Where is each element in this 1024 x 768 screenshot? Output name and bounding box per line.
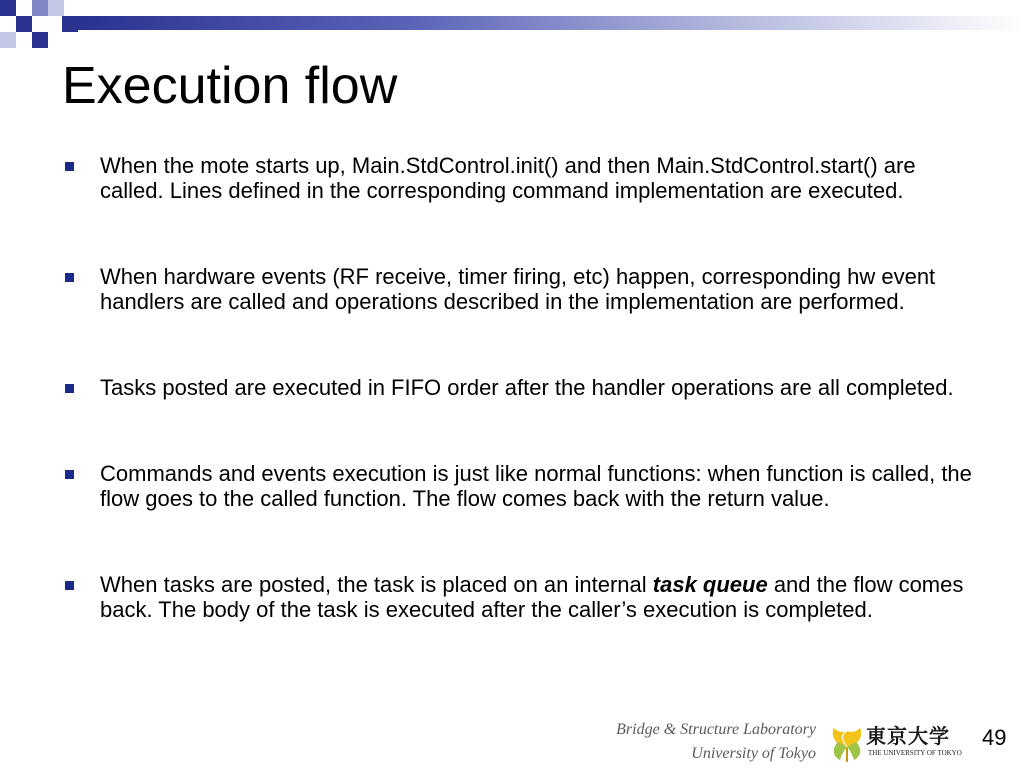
- ginkgo-leaf-icon: [828, 722, 866, 766]
- square-bullet-icon: [65, 384, 74, 393]
- square-bullet-icon: [65, 162, 74, 171]
- footer-lab-name: [616, 718, 816, 766]
- slide-title: Execution flow: [62, 57, 398, 115]
- deco-square: [32, 0, 48, 16]
- logo-jp-text: 東京大学: [866, 724, 950, 748]
- bullet-item: [100, 572, 980, 622]
- deco-square: [0, 32, 16, 48]
- square-bullet-icon: [65, 273, 74, 282]
- bullet-text: When the mote starts up, Main.StdControl.init() and then Main.StdControl.start() are called. Lines defined in the corresponding command implementation are executed.: [100, 153, 916, 203]
- university-logo: [828, 722, 968, 766]
- bullet-text: Tasks posted are executed in FIFO order after the handler operations are all completed.: [100, 375, 954, 400]
- bullet-item: [100, 264, 980, 314]
- bullet-text: When hardware events (RF receive, timer firing, etc) happen, corresponding hw event handlers are called and operations described in the implementation are performed.: [100, 264, 936, 314]
- bullet-item: [100, 375, 980, 400]
- bullet-text: Commands and events execution is just like normal functions: when function is called, the flow goes to the called function. The flow comes back with the return value.: [100, 461, 972, 511]
- deco-square: [16, 16, 32, 32]
- deco-square: [0, 0, 16, 16]
- bullet-text: and the flow comes back. The body of the task is executed after the caller’s execution is completed.: [100, 572, 964, 622]
- deco-square: [32, 32, 48, 48]
- emphasis-text: task queue: [652, 572, 768, 597]
- deco-square: [48, 0, 64, 16]
- square-bullet-icon: [65, 581, 74, 590]
- bullet-item: [100, 461, 980, 511]
- header-gradient-bar: [78, 16, 1024, 30]
- bullet-item: [100, 153, 980, 203]
- header-decoration: [0, 0, 1024, 60]
- footer-lab-line1: Bridge & Structure Laboratory: [616, 721, 816, 738]
- logo-en-text: THE UNIVERSITY OF TOKYO: [868, 749, 962, 757]
- page-number: 49: [982, 725, 1007, 750]
- square-bullet-icon: [65, 470, 74, 479]
- bullet-text: When tasks are posted, the task is placed on an internal: [100, 572, 653, 597]
- footer-lab-line2: University of Tokyo: [691, 745, 816, 762]
- deco-square: [62, 16, 78, 32]
